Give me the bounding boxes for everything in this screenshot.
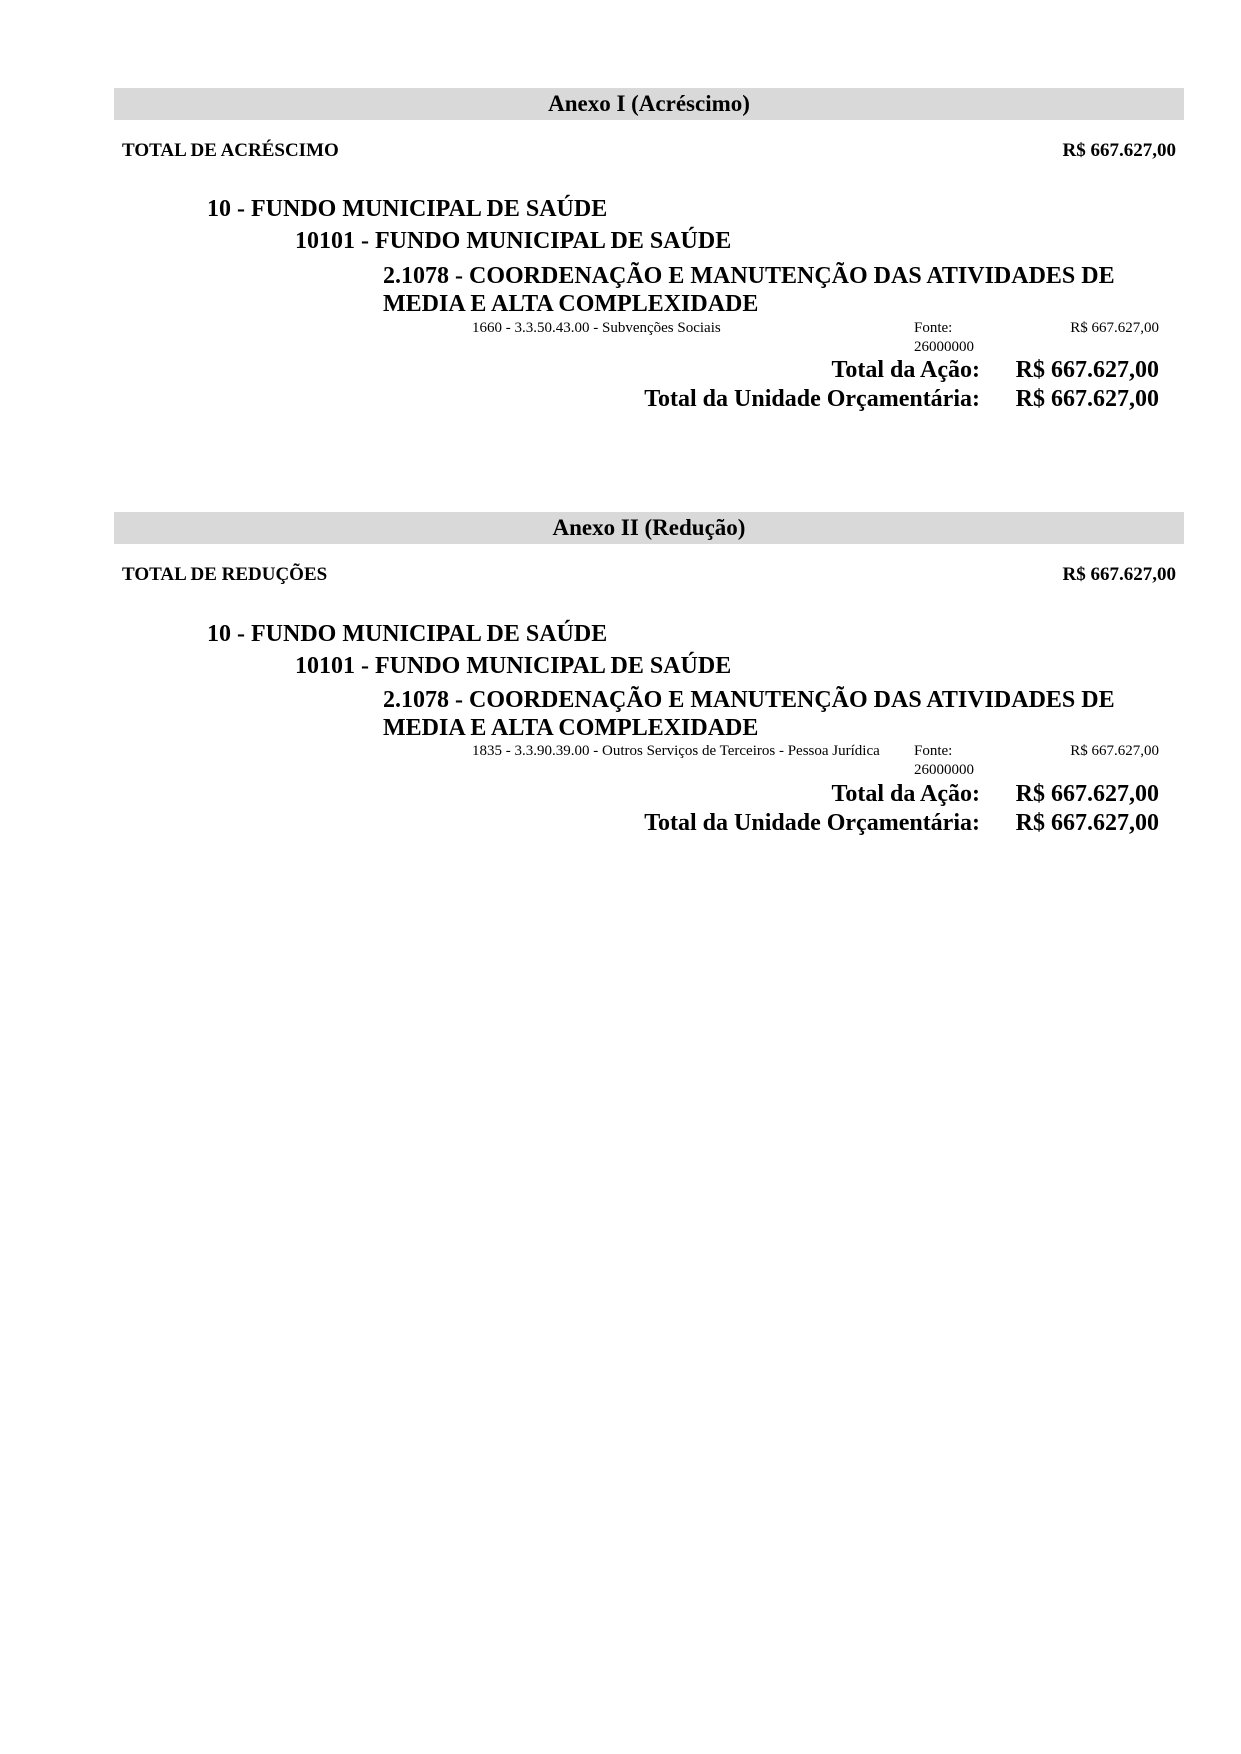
annex-2-total-label: TOTAL DE REDUÇÕES — [122, 564, 328, 585]
annex-1-org: 10 - FUNDO MUNICIPAL DE SAÚDE — [207, 196, 608, 222]
annex-2-unit-total-label: Total da Unidade Orçamentária: — [644, 810, 980, 836]
annex-1-item-description: 1660 - 3.3.50.43.00 - Subvenções Sociais — [472, 320, 721, 336]
annex-2-org: 10 - FUNDO MUNICIPAL DE SAÚDE — [207, 621, 608, 647]
annex-1-action-total-label: Total da Ação: — [831, 357, 980, 383]
annex-2-action: 2.1078 - COORDENAÇÃO E MANUTENÇÃO DAS ATIVIDADES DE MEDIA E ALTA COMPLEXIDADE — [383, 687, 1115, 741]
annex-1-section — [114, 88, 1184, 164]
annex-2-item-fonte: Fonte: 26000000 — [914, 743, 974, 778]
annex-2-unit-total-value: R$ 667.627,00 — [1015, 810, 1159, 836]
annex-1-action: 2.1078 - COORDENAÇÃO E MANUTENÇÃO DAS ATIVIDADES DE MEDIA E ALTA COMPLEXIDADE — [383, 263, 1115, 317]
annex-1-unit-total-label: Total da Unidade Orçamentária: — [644, 386, 980, 412]
annex-2-unit: 10101 - FUNDO MUNICIPAL DE SAÚDE — [295, 653, 732, 679]
annex-1-total-line — [114, 140, 1184, 164]
annex-1-title: Anexo I (Acréscimo) — [114, 88, 1184, 120]
annex-1-unit: 10101 - FUNDO MUNICIPAL DE SAÚDE — [295, 228, 732, 254]
annex-1-total-value: R$ 667.627,00 — [1062, 140, 1176, 161]
annex-2-total-value: R$ 667.627,00 — [1062, 564, 1176, 585]
annex-2-item-value: R$ 667.627,00 — [1070, 743, 1159, 759]
annex-2-item-description: 1835 - 3.3.90.39.00 - Outros Serviços de Terceiros - Pessoa Jurídica — [472, 743, 880, 759]
annex-1-item-value: R$ 667.627,00 — [1070, 320, 1159, 336]
annex-1-total-label: TOTAL DE ACRÉSCIMO — [122, 140, 339, 161]
annex-1-unit-total-value: R$ 667.627,00 — [1015, 386, 1159, 412]
annex-2-action-total-label: Total da Ação: — [831, 781, 980, 807]
annex-1-action-total-value: R$ 667.627,00 — [1015, 357, 1159, 383]
annex-1-item-fonte: Fonte: 26000000 — [914, 320, 974, 355]
annex-2-action-total-value: R$ 667.627,00 — [1015, 781, 1159, 807]
annex-2-title: Anexo II (Redução) — [114, 512, 1184, 544]
annex-2-total-line — [114, 564, 1184, 588]
annex-2-section — [114, 512, 1184, 588]
